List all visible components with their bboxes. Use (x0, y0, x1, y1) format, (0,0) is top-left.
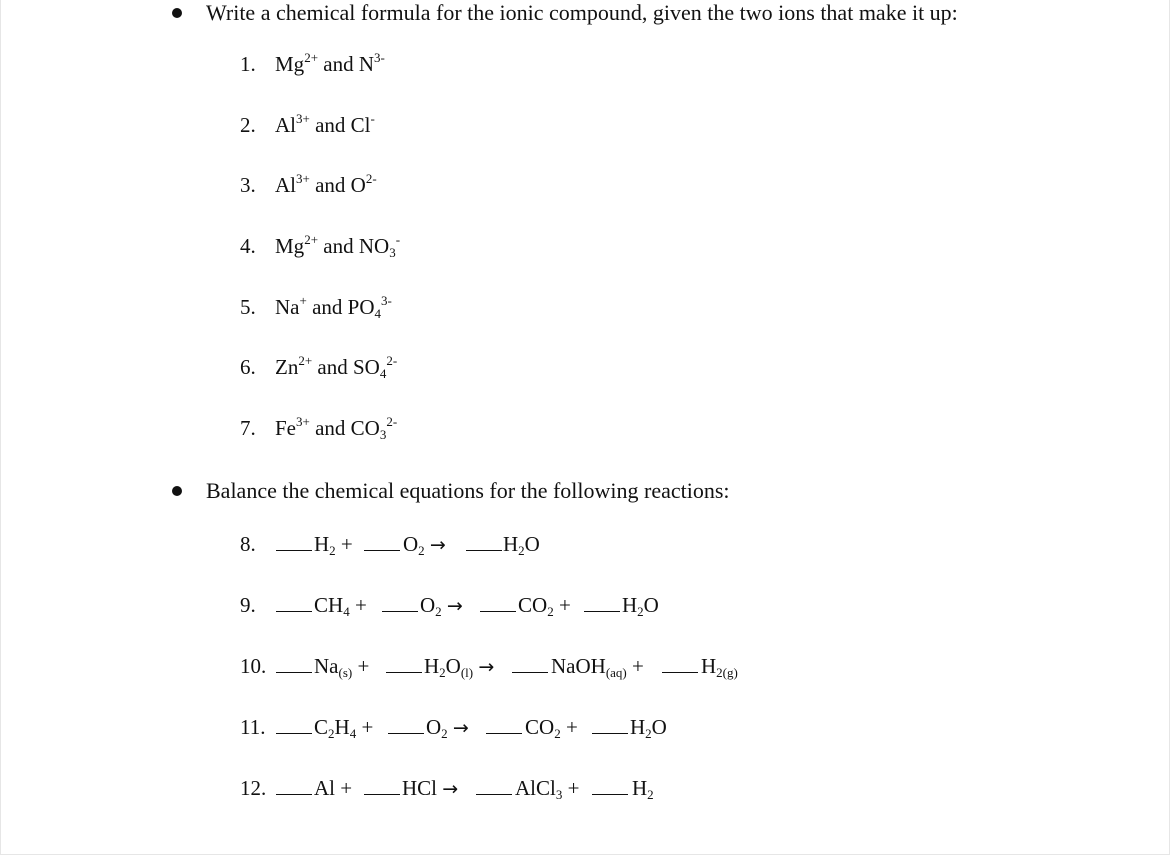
item-number: 5. (240, 295, 256, 319)
coefficient-blank[interactable] (466, 531, 502, 557)
coefficient-blank[interactable] (584, 592, 620, 618)
coefficient-blank[interactable] (276, 653, 312, 679)
coefficient-blank[interactable] (592, 775, 628, 801)
item-number: 7. (240, 416, 256, 440)
term: NaOH(aq) + (551, 654, 644, 680)
arrow-icon: → (442, 778, 459, 800)
item-number: 10. (240, 654, 267, 678)
arrow-icon: → (429, 534, 446, 556)
term: CH4 + (314, 593, 367, 619)
item-number: 8. (240, 532, 256, 556)
coefficient-blank[interactable] (276, 775, 312, 801)
item-number: 12. (240, 776, 267, 800)
term: H2O(l) → (424, 654, 495, 680)
term: HCl → (402, 776, 459, 800)
term: H2(g) (701, 654, 738, 680)
coefficient-blank[interactable] (364, 775, 400, 801)
term: C2H4 + (314, 715, 374, 741)
coefficient-blank[interactable] (388, 714, 424, 740)
item-number: 6. (240, 355, 256, 379)
coefficient-blank[interactable] (386, 653, 422, 679)
term: Al + (314, 776, 353, 800)
coefficient-blank[interactable] (592, 714, 628, 740)
item-body: $Fe^{3+}$ and $CO3^{2-}$ (275, 414, 398, 442)
item-number: 1. (240, 52, 256, 76)
item-body: Na+ and $PO4^{3-}$ (275, 293, 392, 321)
coefficient-blank[interactable] (276, 714, 312, 740)
term: H2 (632, 776, 654, 802)
arrow-icon: → (452, 717, 469, 739)
coefficient-blank[interactable] (662, 653, 698, 679)
arrow-icon: → (446, 595, 463, 617)
coefficient-blank[interactable] (512, 653, 548, 679)
coefficient-blank[interactable] (476, 775, 512, 801)
coefficient-blank[interactable] (382, 592, 418, 618)
item-number: 3. (240, 173, 256, 197)
item-body: $Al^{3+}$ and $O^{2-}$ (275, 171, 377, 197)
term: CO2 + (518, 593, 571, 619)
bullet (172, 8, 182, 18)
item-body: $Mg^{2+}$ and NO3- (275, 232, 401, 260)
item-body: $Mg^{2+}$ and $N^{3-}$ (275, 50, 385, 76)
arrow-icon: → (478, 656, 495, 678)
bullet (172, 486, 182, 496)
coefficient-blank[interactable] (486, 714, 522, 740)
item-number: 2. (240, 113, 256, 137)
section1-heading: Write a chemical formula for the ionic compound, given the two ions that make it up: (206, 0, 958, 25)
term: H2O (622, 593, 659, 619)
term: H2O (630, 715, 667, 741)
item-number: 4. (240, 234, 256, 258)
item-body: $Al^{3+}$ and Cl- (275, 111, 375, 137)
term: H2 + (314, 532, 353, 558)
coefficient-blank[interactable] (276, 531, 312, 557)
term: O2 → (403, 532, 446, 558)
item-body: $Zn^{2+}$ and $SO4^{2-}$ (275, 353, 398, 381)
coefficient-blank[interactable] (480, 592, 516, 618)
term: H2O (503, 532, 540, 558)
item-number: 9. (240, 593, 256, 617)
term: O2 → (420, 593, 463, 619)
item-number: 11. (240, 715, 266, 739)
coefficient-blank[interactable] (276, 592, 312, 618)
term: Na(s) + (314, 654, 370, 680)
section2-heading: Balance the chemical equations for the following reactions: (206, 478, 730, 503)
term: O2 → (426, 715, 469, 741)
term: AlCl3 + (515, 776, 580, 802)
coefficient-blank[interactable] (364, 531, 400, 557)
term: CO2 + (525, 715, 578, 741)
